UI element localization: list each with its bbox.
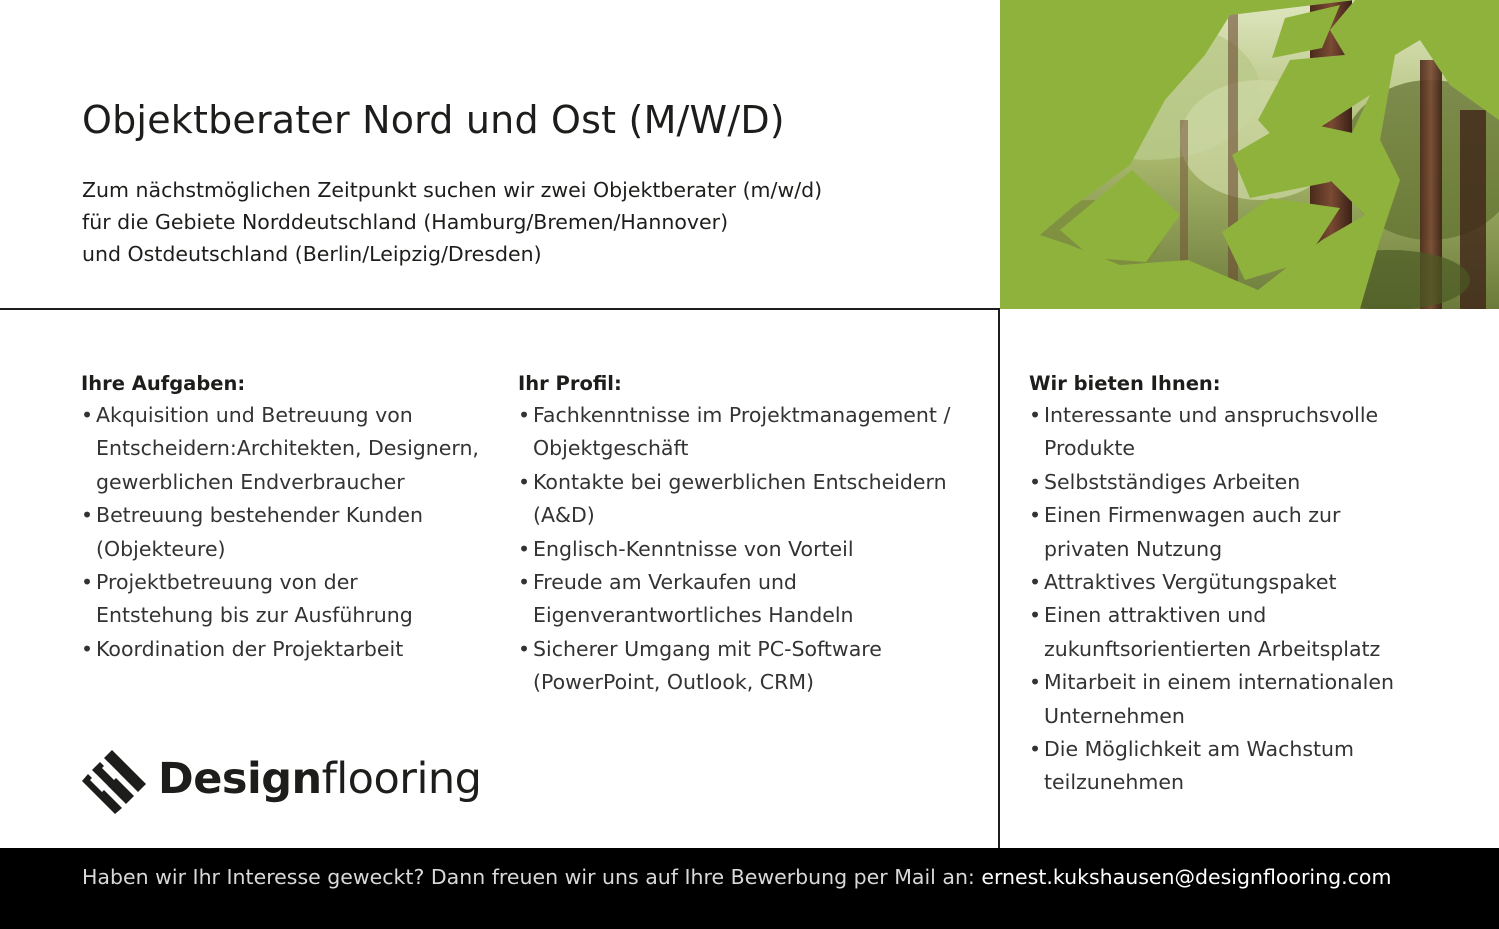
list-item-line: Koordination der Projektarbeit (96, 636, 404, 661)
logo-wordmark (158, 751, 481, 807)
bullet: • (518, 636, 531, 661)
designflooring-logo (82, 745, 482, 813)
bullet: • (518, 536, 531, 561)
bullet: • (1029, 469, 1042, 494)
logo-wordmark-bold: Design (158, 754, 322, 804)
list-item-line: Objektgeschäft (533, 436, 689, 461)
list-item-line: Die Möglichkeit am Wachstum (1044, 737, 1355, 762)
list-item-line: Einen Firmenwagen auch zur (1044, 503, 1341, 528)
list-item-line: Akquisition und Betreuung von (96, 403, 413, 427)
bullet: • (1029, 737, 1042, 762)
section-heading: Wir bieten Ihnen: (1029, 372, 1221, 395)
list-item-line: Produkte (1044, 436, 1136, 461)
aufgaben-list (81, 399, 501, 666)
list-item-line: Betreuung bestehender Kunden (96, 503, 423, 528)
list-item-line: Freude am Verkaufen und (533, 570, 797, 595)
hero-forest-graphic (1000, 0, 1499, 309)
list-item-line: Selbstständiges Arbeiten (1044, 469, 1301, 494)
list-item-line: Projektbetreuung von der (96, 570, 358, 595)
list-item-line: Mitarbeit in einem internationalen (1044, 670, 1394, 695)
section-aufgaben (81, 367, 501, 666)
intro-line: Zum nächstmöglichen Zeitpunkt suchen wir zwei Objektberater (m/w/d) (82, 178, 823, 202)
list-item-line: Kontakte bei gewerblichen Entscheidern (533, 469, 947, 494)
list-item (81, 566, 501, 633)
bullet: • (1029, 603, 1042, 628)
bullet: • (518, 403, 531, 427)
intro-text (82, 174, 822, 270)
list-item (1029, 666, 1469, 733)
designflooring-diamond-icon (82, 748, 148, 814)
footer-message: Haben wir Ihr Interesse geweckt? Dann freuen wir uns auf Ihre Bewerbung per Mail an: (82, 865, 982, 889)
section-wir-bieten (1029, 367, 1469, 800)
section-heading: Ihre Aufgaben: (81, 372, 246, 395)
list-item (1029, 733, 1469, 800)
list-item-line: teilzunehmen (1044, 770, 1184, 795)
list-item (518, 533, 988, 566)
list-item (1029, 566, 1469, 599)
bullet: • (1029, 403, 1042, 427)
list-item-line: (PowerPoint, Outlook, CRM) (533, 670, 815, 695)
list-item-line: Einen attraktiven und (1044, 603, 1267, 628)
list-item-line: zukunftsorientierten Arbeitsplatz (1044, 636, 1381, 661)
bieten-list (1029, 399, 1469, 800)
bullet: • (81, 636, 94, 661)
list-item-line: gewerblichen Endverbraucher (96, 469, 405, 494)
list-item-line: Entstehung bis zur Ausführung (96, 603, 413, 628)
intro-line: für die Gebiete Norddeutschland (Hamburg/Bremen/Hannover) (82, 210, 729, 234)
list-item-line: Sicherer Umgang mit PC-Software (533, 636, 882, 661)
list-item-line: Unternehmen (1044, 703, 1185, 728)
list-item (81, 499, 501, 566)
list-item (518, 633, 988, 700)
bullet: • (1029, 570, 1042, 595)
intro-line: und Ostdeutschland (Berlin/Leipzig/Dresden) (82, 242, 542, 266)
bullet: • (1029, 670, 1042, 695)
list-item (81, 399, 501, 499)
list-item (518, 466, 988, 533)
list-item-line: Fachkenntnisse im Projektmanagement / (533, 403, 951, 427)
bullet: • (518, 570, 531, 595)
bullet: • (81, 403, 94, 427)
list-item-line: Attraktives Vergütungspaket (1044, 570, 1337, 595)
list-item (1029, 499, 1469, 566)
hero-forest-image (1000, 0, 1499, 309)
list-item (81, 633, 501, 666)
bullet: • (81, 570, 94, 595)
divider-vertical (998, 308, 1000, 849)
list-item-line: privaten Nutzung (1044, 536, 1223, 561)
list-item-line: Interessante und anspruchsvolle (1044, 403, 1379, 427)
list-item (1029, 466, 1469, 499)
contact-email-link[interactable]: ernest.kukshausen@designflooring.com (981, 865, 1392, 889)
bullet: • (518, 469, 531, 494)
logo-wordmark-light: flooring (321, 754, 482, 804)
footer-text (82, 862, 1391, 892)
footer-bar (0, 848, 1499, 929)
list-item-line: Eigenverantwortliches Handeln (533, 603, 854, 628)
list-item (1029, 599, 1469, 666)
list-item (518, 399, 988, 466)
list-item-line: Englisch-Kenntnisse von Vorteil (533, 536, 854, 561)
list-item-line: (A&D) (533, 503, 595, 528)
bullet: • (81, 503, 94, 528)
page-title: Objektberater Nord und Ost (M/W/D) (82, 98, 785, 142)
section-heading: Ihr Profil: (518, 372, 622, 395)
profil-list (518, 399, 988, 700)
section-profil (518, 367, 988, 700)
list-item-line: Entscheidern:Architekten, Designern, (96, 436, 479, 461)
bullet: • (1029, 503, 1042, 528)
list-item (1029, 399, 1469, 466)
list-item (518, 566, 988, 633)
list-item-line: (Objekteure) (96, 536, 226, 561)
divider-horizontal (0, 308, 1000, 310)
